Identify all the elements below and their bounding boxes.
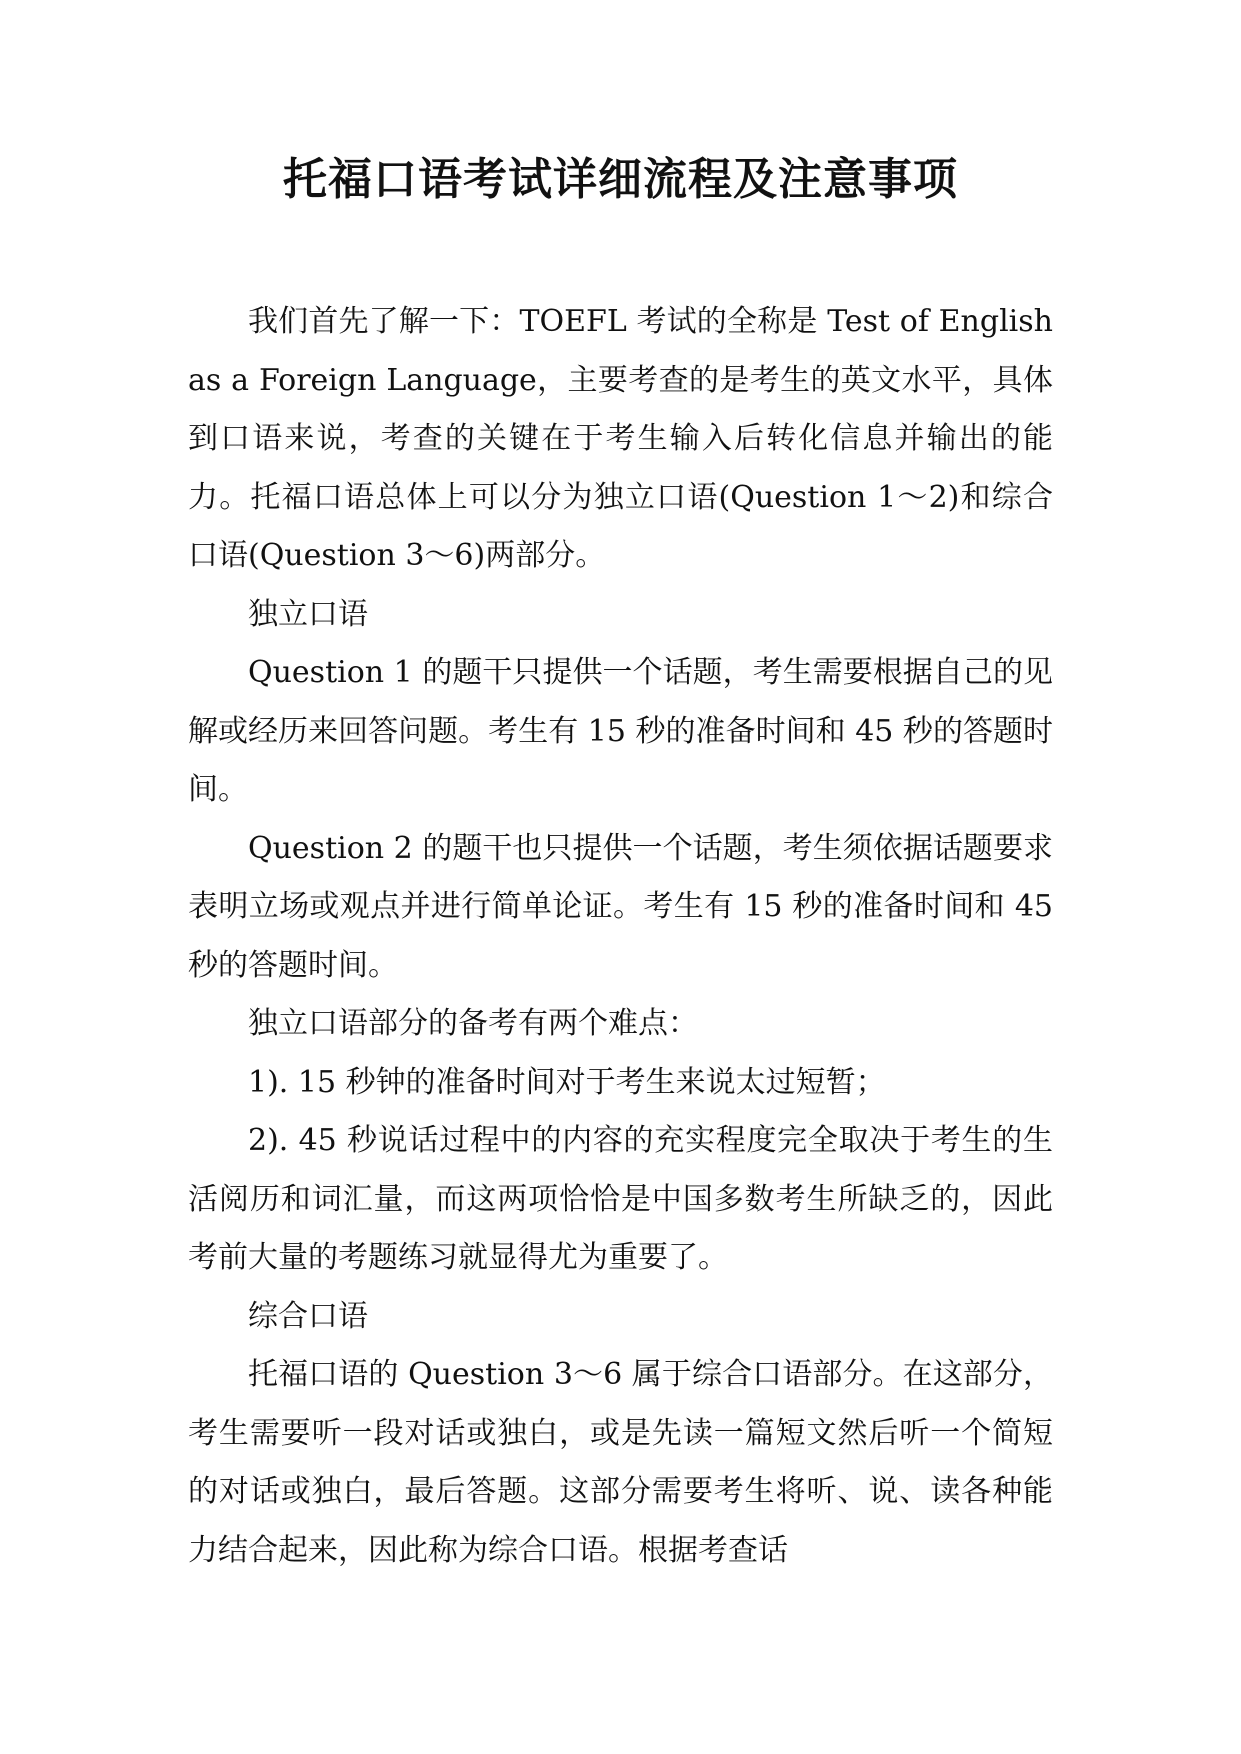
integrated-paragraph: 托福口语的 Question 3～6 属于综合口语部分。在这部分，考生需要听一段对话或独白，或是先读一篇短文然后听一个简短的对话或独白，最后答题。这部分需要考生将听、说、读各种能力结合起来，因此称为综合口语。根据考查话 — [188, 1357, 1053, 1568]
intro-paragraph: 我们首先了解一下：TOEFL 考试的全称是 Test of English as a Foreign Language，主要考查的是考生的英文水平，具体到口语来说，考查的关键在于考生输入后转化信息并输出的能力。托福口语总体上可以分为独立口语(Question 1～2)和综合口语(Question 3～6)两部分。 — [188, 304, 1053, 573]
section-heading-independent: 独立口语 — [248, 596, 368, 632]
question-2-paragraph: Question 2 的题干也只提供一个话题，考生须依据话题要求表明立场或观点并进行简单论证。考生有 15 秒的准备时间和 45 秒的答题时间。 — [188, 830, 1053, 983]
difficulties-intro-paragraph: 独立口语部分的备考有两个难点： — [248, 1006, 698, 1041]
document-title: 托福口语考试详细流程及注意事项 — [283, 154, 958, 205]
document-body — [188, 293, 1053, 1580]
difficulty-2-paragraph: 2). 45 秒说话过程中的内容的充实程度完全取决于考生的生活阅历和词汇量，而这两项恰恰是中国多数考生所缺乏的，因此考前大量的考题练习就显得尤为重要了。 — [188, 1123, 1053, 1275]
question-1-paragraph: Question 1 的题干只提供一个话题，考生需要根据自己的见解或经历来回答问题。考生有 15 秒的准备时间和 45 秒的答题时间。 — [188, 655, 1053, 807]
difficulty-1-paragraph: 1). 15 秒钟的准备时间对于考生来说太过短暂； — [248, 1064, 886, 1100]
section-heading-integrated: 综合口语 — [248, 1298, 368, 1334]
